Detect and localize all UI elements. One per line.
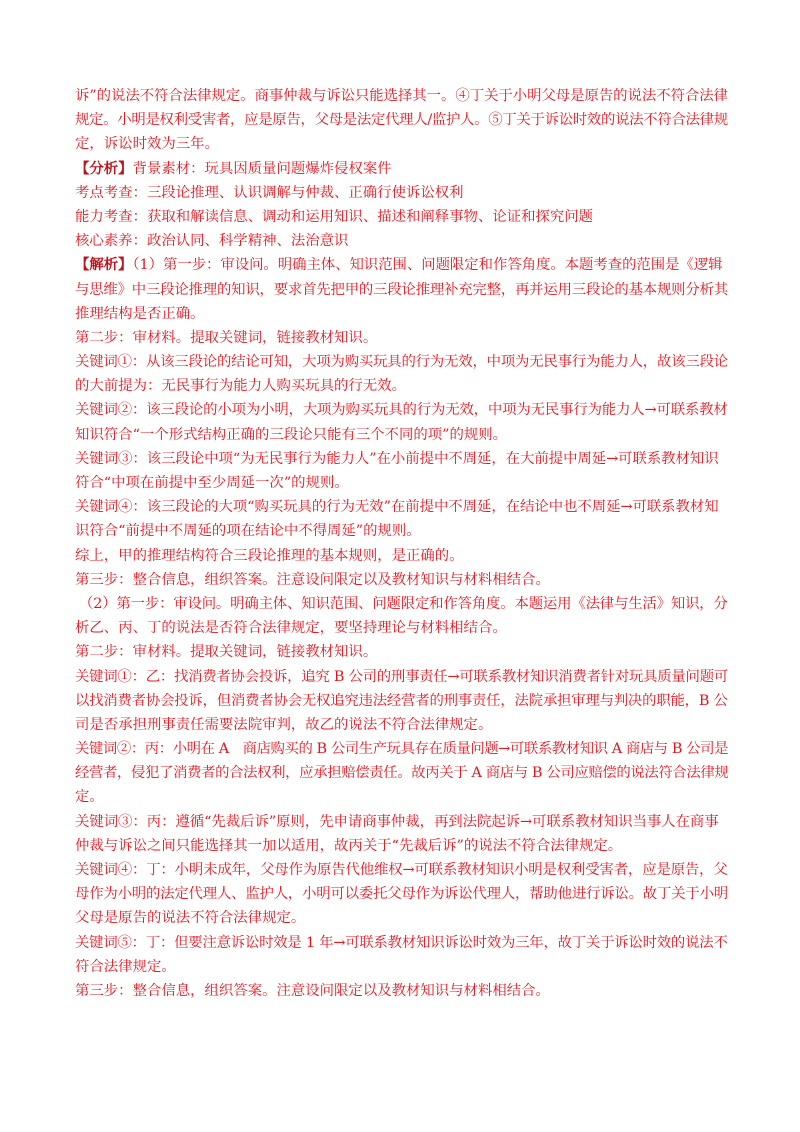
section-label: 【解析】 xyxy=(75,256,133,274)
text-line: 诉”的说法不符合法律规定。商事仲裁与诉讼只能选择其一。④丁关于小明父母是原告的说法不符合法律 xyxy=(75,88,728,104)
text-line: 仲裁与诉讼之间只能选择其一加以适用，故丙关于“先裁后诉”的说法不符合法律规定。 xyxy=(75,837,623,854)
text-line: 以找消费者协会投诉，但消费者协会无权追究违法经营者的刑事责任，法院承担审理与判决的职能，B 公 xyxy=(75,692,728,709)
text-line: 关键词②：丙：小明在 A 商店购买的 B 公司生产玩具存在质量问题→可联系教材知识 A 商店与 B 公司是 xyxy=(75,741,728,758)
text-line: 关键词②：该三段论的小项为小明，大项为购买玩具的行为无效，中项为无民事行为能力人→可联系教材 xyxy=(75,402,728,419)
text-line: 第三步：整合信息，组织答案。注意设问限定以及教材知识与材料相结合。 xyxy=(75,982,550,999)
text-line: 推理结构是否正确。 xyxy=(75,305,205,322)
text-line: 符合“中项在前提中至少周延一次”的规则。 xyxy=(75,475,349,491)
text-line: 经营者，侵犯了消费者的合法权利，应承担赔偿责任。故丙关于 A 商店与 B 公司应赔偿的说法符合法律规 xyxy=(75,765,728,782)
text-line: 关键词⑤：丁：但要注意诉讼时效是 1 年→可联系教材知识诉讼时效为三年，故丁关于诉讼时效的说法不 xyxy=(75,934,728,951)
text-line: 的大前提为：无民事行为能力人购买玩具的行无效。 xyxy=(75,378,406,395)
text-line: 能力考查：获取和解读信息、调动和运用知识、描述和阐释事物、论证和探究问题 xyxy=(75,208,594,225)
answer-analysis-text xyxy=(75,84,728,1003)
text-line: （2）第一步：审设问。明确主体、知识范围、问题限定和作答角度。本题运用《法律与生活》知识，分 xyxy=(79,595,728,612)
text-line: 核心素养：政治认同、科学精神、法治意识 xyxy=(75,233,349,250)
text-line: 综上，甲的推理结构符合三段论推理的基本规则，是正确的。 xyxy=(75,547,464,564)
text-line: 定。 xyxy=(75,789,104,806)
text-line: 符合法律规定。 xyxy=(75,958,176,975)
text-line: 第三步：整合信息，组织答案。注意设问限定以及教材知识与材料相结合。 xyxy=(75,571,550,588)
text-line: 考点考查：三段论推理、认识调解与仲裁、正确行使诉讼权利 xyxy=(75,184,464,201)
text-line: 第二步：审材料。提取关键词，链接教材知识。 xyxy=(75,644,378,661)
text-line-body: 背景素材：玩具因质量问题爆炸侵权案件 xyxy=(132,160,392,177)
text-line: 父母是原告的说法不符合法律规定。 xyxy=(75,910,306,927)
text-line: 关键词①：乙：找消费者协会投诉，追究 B 公司的刑事责任→可联系教材知识消费者针对玩具质量问题可 xyxy=(75,668,728,685)
text-line: 与思维》中三段论推理的知识，要求首先把甲的三段论推理补充完整，再并运用三段论的基本规则分析其 xyxy=(75,281,728,298)
text-line: 关键词③：该三段论中项“为无民事行为能力人”在小前提中不周延，在大前提中周延→可联系教材知识 xyxy=(75,450,719,467)
text-line: 关键词④：丁：小明未成年，父母作为原告代他维权→可联系教材知识小明是权利受害者，应是原告，父 xyxy=(75,862,728,878)
text-line: 第二步：审材料。提取关键词，链接教材知识。 xyxy=(75,329,378,346)
text-line: 规定。小明是权利受害者，应是原告，父母是法定代理人/监护人。⑤丁关于诉讼时效的说法不符合法律规 xyxy=(75,112,728,129)
text-line: 司是否承担刑事责任需要法院审判，故乙的说法不符合法律规定。 xyxy=(75,716,493,733)
text-line: 母作为小明的法定代理人、监护人，小明可以委托父母作为诉讼代理人，帮助他进行诉讼。故丁关于小明 xyxy=(75,886,728,903)
text-line: 关键词①：从该三段论的结论可知，大项为购买玩具的行为无效，中项为无民事行为能力人，故该三段论 xyxy=(75,354,728,371)
text-line: 定，诉讼时效为三年。 xyxy=(75,136,219,153)
text-line: 知识符合“一个形式结构正确的三段论只能有三个不同的项”的规则。 xyxy=(75,426,508,443)
text-line: 析乙、丙、丁的说法是否符合法律规定，要坚持理论与材料相结合。 xyxy=(75,620,507,637)
text-line xyxy=(75,157,728,181)
text-line-body: （1）第一步：审设问。明确主体、知识范围、问题限定和作答角度。本题考查的范围是《逻辑 xyxy=(132,257,723,274)
text-line: 关键词③：丙：遵循“先裁后诉”原则，先申请商事仲裁，再到法院起诉→可联系教材知识当事人在商事 xyxy=(75,813,719,830)
section-label: 【分析】 xyxy=(75,159,133,177)
text-line: 关键词④：该三段论的大项“购买玩具的行为无效”在前提中不周延，在结论中也不周延→可联系教材知 xyxy=(75,499,719,516)
text-line: 识符合“前提中不周延的项在结论中不得周延”的规则。 xyxy=(75,523,421,540)
text-line xyxy=(75,253,728,277)
